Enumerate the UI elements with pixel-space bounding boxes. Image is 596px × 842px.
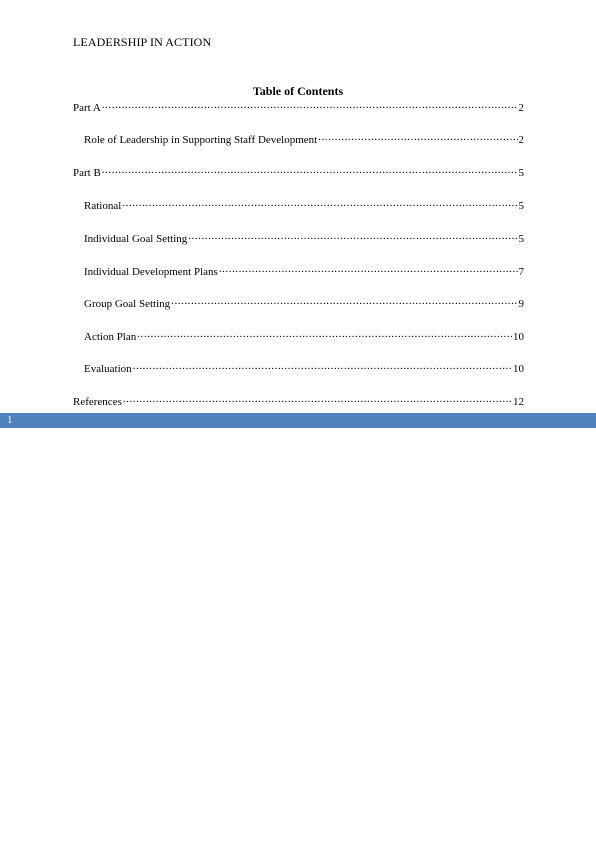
toc-entry-page: 2 [518, 134, 524, 146]
toc-entry-label: Individual Goal Setting [84, 233, 188, 245]
dot-leader [102, 165, 518, 176]
toc-entry-label: Individual Development Plans [84, 266, 218, 278]
dot-leader [188, 231, 517, 242]
toc-entry-individual-development-plans[interactable] [84, 264, 524, 279]
toc-entry-part-a[interactable] [73, 100, 524, 115]
toc-entry-page: 9 [518, 298, 524, 310]
toc-entry-role-of-leadership[interactable] [84, 132, 524, 147]
toc-entry-label: References [73, 396, 122, 408]
toc-entry-page: 10 [513, 331, 524, 343]
toc-entry-references[interactable] [73, 394, 524, 409]
running-header: LEADERSHIP IN ACTION [73, 35, 212, 49]
toc-entry-part-b[interactable] [73, 165, 524, 180]
toc-entry-label: Rational [84, 200, 122, 212]
toc-entry-page: 5 [518, 167, 524, 179]
toc-entry-label: Group Goal Setting [84, 298, 171, 310]
toc-entry-rational[interactable] [84, 198, 524, 213]
dot-leader [133, 361, 512, 372]
toc-entry-page: 5 [518, 200, 524, 212]
toc-entry-individual-goal-setting[interactable] [84, 231, 524, 246]
toc-title: Table of Contents [252, 84, 344, 98]
toc-entry-label: Evaluation [84, 363, 132, 375]
dot-leader [318, 132, 517, 143]
footer-band [0, 413, 596, 428]
toc-entry-evaluation[interactable] [84, 361, 524, 376]
dot-leader [219, 264, 518, 275]
toc-entry-page: 10 [513, 363, 524, 375]
page-number: 1 [7, 414, 13, 426]
toc-entry-page: 7 [518, 266, 524, 278]
dot-leader [123, 394, 512, 405]
toc-entry-page: 12 [513, 396, 524, 408]
toc-entry-label: Part A [73, 102, 101, 114]
dot-leader [171, 296, 517, 307]
toc-entry-page: 2 [518, 102, 524, 114]
dot-leader [122, 198, 517, 209]
toc-entry-label: Action Plan [84, 331, 137, 343]
toc-entry-action-plan[interactable] [84, 329, 524, 344]
dot-leader [102, 100, 518, 111]
toc-entry-group-goal-setting[interactable] [84, 296, 524, 311]
toc-entry-label: Part B [73, 167, 101, 179]
toc-entry-page: 5 [518, 233, 524, 245]
dot-leader [137, 329, 512, 340]
toc-entry-label: Role of Leadership in Supporting Staff Development [84, 134, 318, 146]
